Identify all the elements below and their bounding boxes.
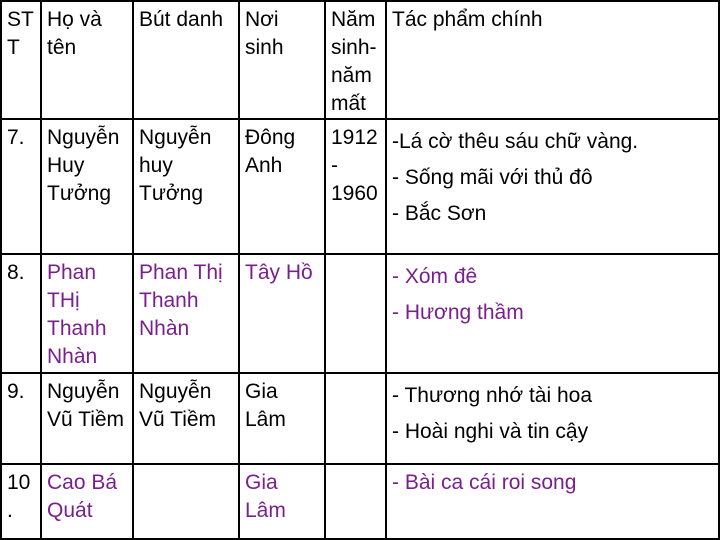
- cell-birthplace: Đông Anh: [239, 119, 325, 254]
- cell-stt: 7.: [1, 119, 41, 254]
- cell-stt: 10.: [1, 464, 41, 539]
- cell-birthplace: Gia Lâm: [239, 464, 325, 539]
- cell-years: [325, 373, 386, 464]
- cell-birthplace: Tây Hồ: [239, 254, 325, 373]
- cell-birthplace: Gia Lâm: [239, 373, 325, 464]
- header-birthplace: Nơi sinh: [239, 1, 325, 119]
- cell-works: -Lá cờ thêu sáu chữ vàng. - Sống mãi với thủ đô - Bắc Sơn: [386, 119, 719, 254]
- cell-works: - Bài ca cái roi song: [386, 464, 719, 539]
- cell-pen-name: [133, 464, 239, 539]
- header-works: Tác phẩm chính: [386, 1, 719, 119]
- header-years: Năm sinh- năm mất: [325, 1, 386, 119]
- table-row: [1, 254, 719, 373]
- cell-name: Cao Bá Quát: [41, 464, 133, 539]
- cell-pen-name: Nguyễn huy Tưởng: [133, 119, 239, 254]
- cell-years: [325, 464, 386, 539]
- cell-pen-name: Phan Thị Thanh Nhàn: [133, 254, 239, 373]
- header-pen-name: Bút danh: [133, 1, 239, 119]
- cell-stt: 8.: [1, 254, 41, 373]
- cell-years: 1912 - 1960: [325, 119, 386, 254]
- cell-name: Nguyễn Vũ Tiềm: [41, 373, 133, 464]
- cell-works: - Xóm đê - Hương thầm: [386, 254, 719, 373]
- table-row: [1, 464, 719, 539]
- header-name: Họ và tên: [41, 1, 133, 119]
- cell-name: Phan THị Thanh Nhàn: [41, 254, 133, 373]
- table-row: [1, 373, 719, 464]
- cell-pen-name: Nguyễn Vũ Tiềm: [133, 373, 239, 464]
- cell-stt: 9.: [1, 373, 41, 464]
- cell-works: - Thương nhớ tài hoa - Hoài nghi và tin cậy: [386, 373, 719, 464]
- cell-name: Nguyễn Huy Tưởng: [41, 119, 133, 254]
- header-row: [1, 1, 719, 119]
- cell-years: [325, 254, 386, 373]
- table-row: [1, 119, 719, 254]
- header-stt: ST T: [1, 1, 41, 119]
